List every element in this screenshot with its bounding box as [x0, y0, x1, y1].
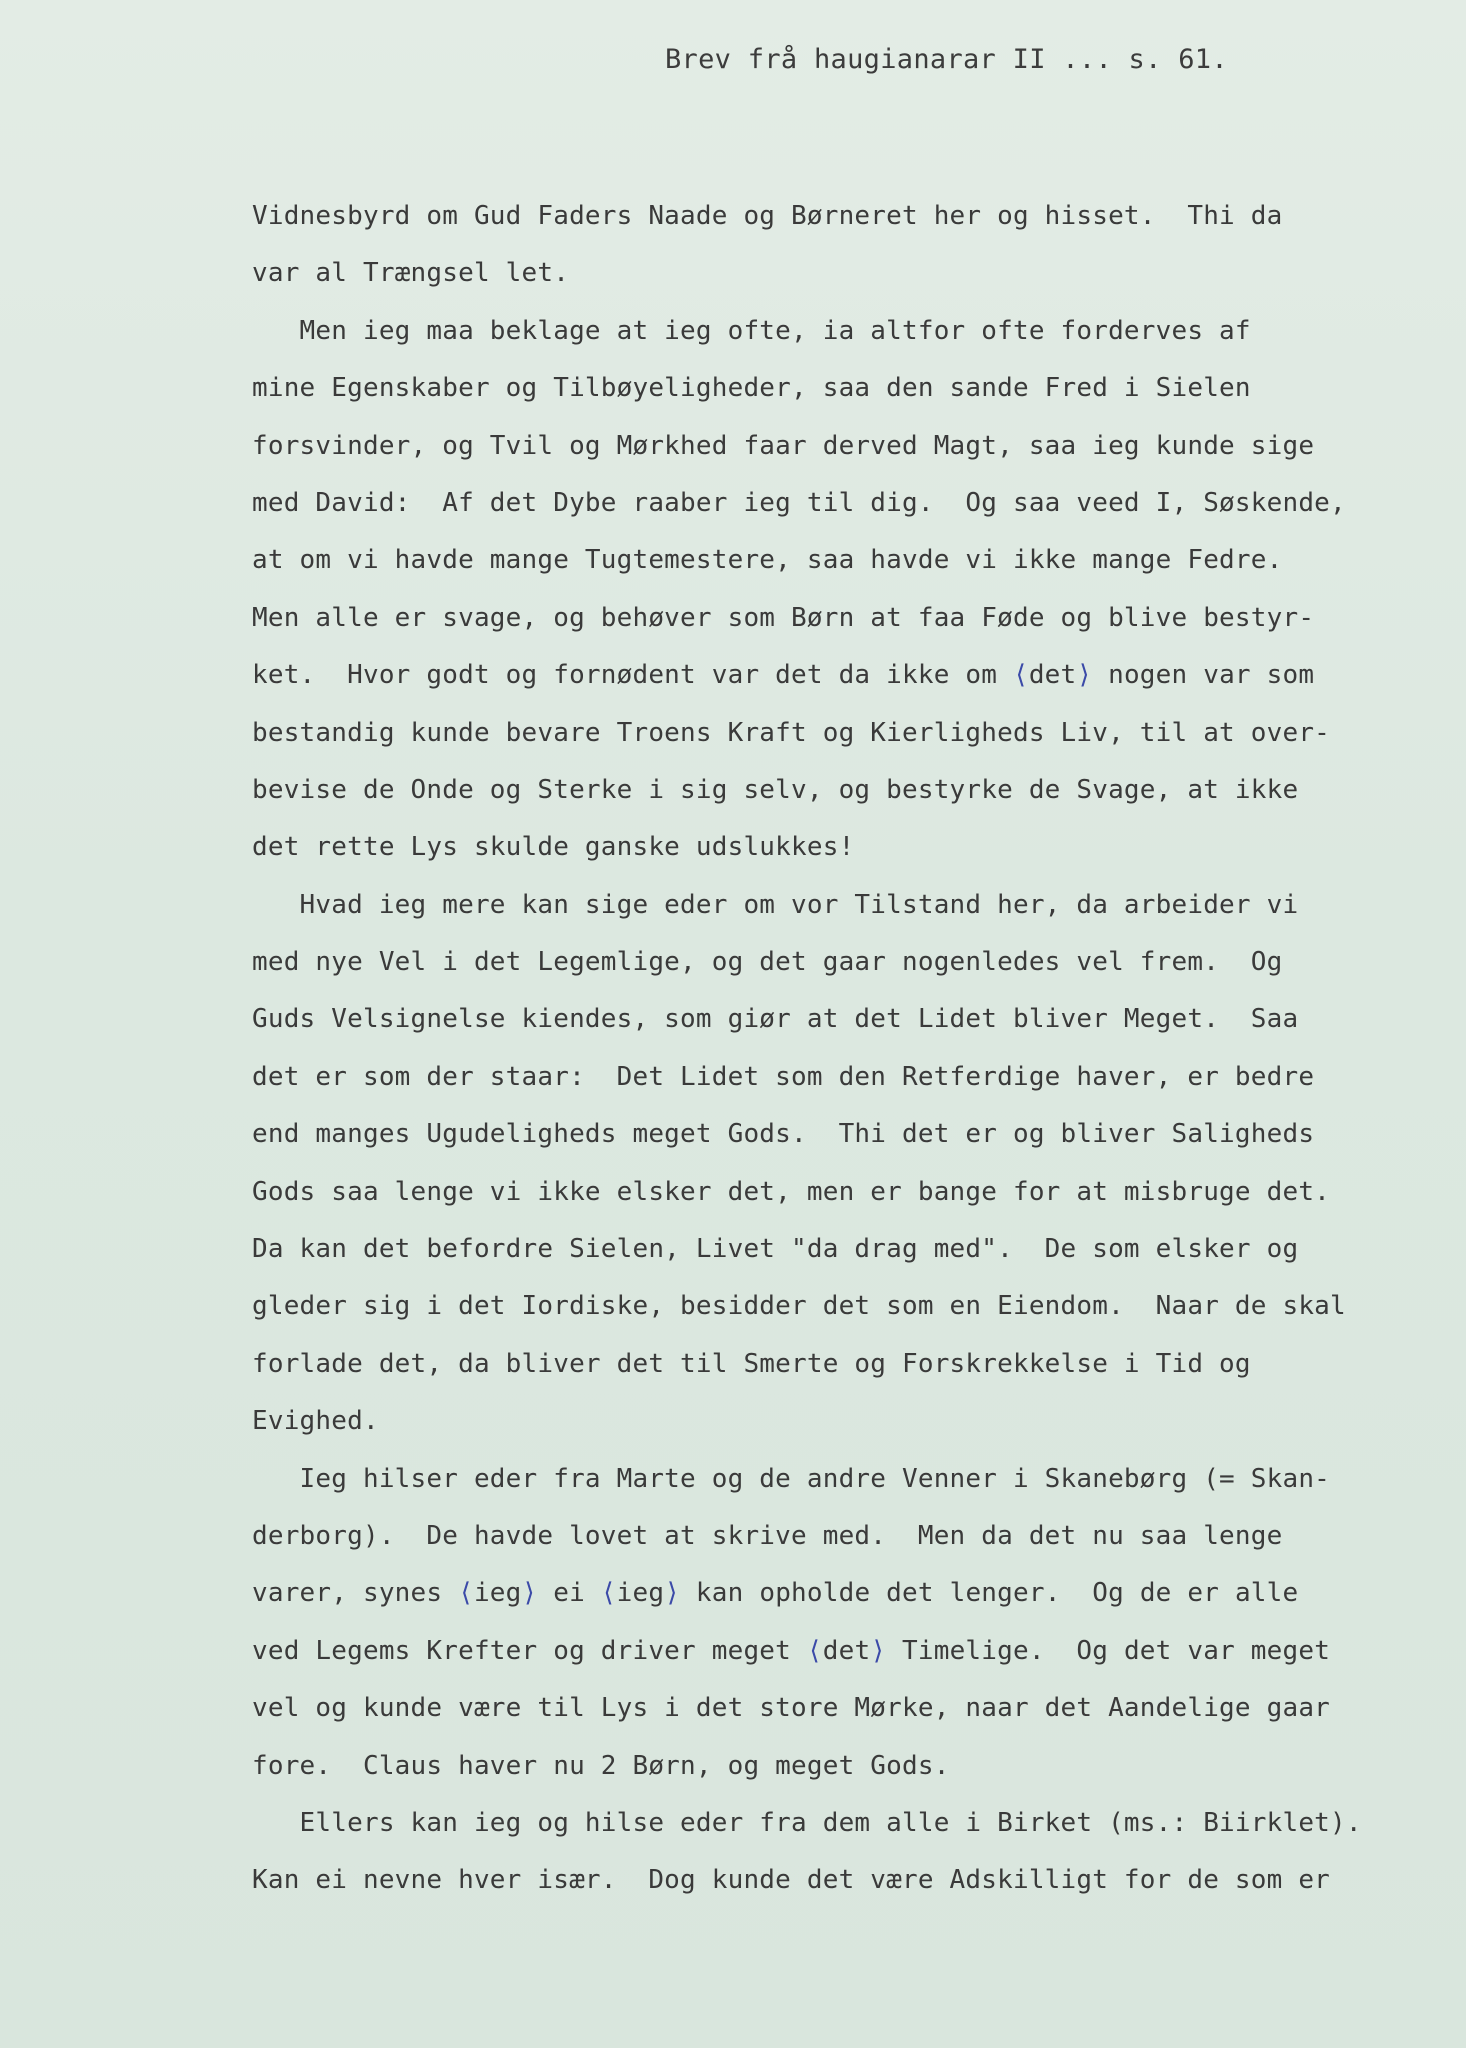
text-line: vel og kunde være til Lys i det store Mørke, naar det Aandelige gaar — [252, 1693, 1331, 1724]
text-line: gleder sig i det Iordiske, besidder det som en Eiendom. Naar de skal — [252, 1291, 1346, 1322]
text-line: Evighed. — [252, 1406, 379, 1437]
text-line: forlade det, da bliver det til Smerte og Forskrekkelse i Tid og — [252, 1348, 1251, 1379]
text-line: at om vi havde mange Tugtemestere, saa havde vi ikke mange Fedre. — [252, 545, 1283, 576]
text-line: varer, synes ⟨ieg⟩ ei ⟨ieg⟩ kan opholde det lenger. Og de er alle — [252, 1578, 1299, 1609]
text-line: mine Egenskaber og Tilbøyeligheder, saa den sande Fred i Sielen — [252, 373, 1251, 404]
text-line: end manges Ugudeligheds meget Gods. Thi det er og bliver Saligheds — [252, 1119, 1315, 1150]
editorial-bracket: ⟨ — [806, 1635, 823, 1666]
text-line: Guds Velsignelse kiendes, som giør at det Lidet bliver Meget. Saa — [252, 1004, 1299, 1035]
text-line: fore. Claus haver nu 2 Børn, og meget Gods. — [252, 1750, 950, 1781]
text-line: Kan ei nevne hver især. Dog kunde det være Adskilligt for de som er — [252, 1865, 1331, 1896]
text-line: Gods saa lenge vi ikke elsker det, men er bange for at misbruge det. — [252, 1176, 1331, 1207]
text-line: Vidnesbyrd om Gud Faders Naade og Børneret her og hisset. Thi da — [252, 201, 1283, 231]
text-line: Men ieg maa beklage at ieg ofte, ia altfor ofte forderves af — [252, 315, 1251, 346]
text-line: ved Legems Krefter og driver meget ⟨det⟩ Timelige. Og det var meget — [252, 1635, 1331, 1666]
editorial-bracket: ⟩ — [1076, 660, 1093, 691]
editorial-bracket: ⟩ — [664, 1578, 681, 1609]
text-line: Ieg hilser eder fra Marte og de andre Venner i Skanebørg (= Skan- — [252, 1463, 1331, 1494]
text-line: Ellers kan ieg og hilse eder fra dem alle i Birket (ms.: Biirklet). — [252, 1807, 1362, 1838]
editorial-bracket: ⟨ — [458, 1578, 474, 1609]
text-line: med nye Vel i det Legemlige, og det gaar nogenledes vel frem. Og — [252, 947, 1283, 978]
text-line: Hvad ieg mere kan sige eder om vor Tilstand her, da arbeider vi — [252, 889, 1299, 920]
text-line: det rette Lys skulde ganske udslukkes! — [252, 832, 855, 863]
text-line: Men alle er svage, og behøver som Børn at faa Føde og blive bestyr- — [252, 602, 1315, 633]
letter-body — [252, 188, 1462, 1910]
text-line: var al Trængsel let. — [252, 258, 570, 289]
text-line: bevise de Onde og Sterke i sig selv, og bestyrke de Svage, at ikke — [252, 774, 1299, 805]
text-line: forsvinder, og Tvil og Mørkhed faar derved Magt, saa ieg kunde sige — [252, 430, 1315, 461]
page-reference-header: Brev frå haugianarar II ... s. 61. — [665, 44, 1228, 75]
text-line: det er som der staar: Det Lidet som den Retferdige haver, er bedre — [252, 1061, 1315, 1092]
editorial-bracket: ⟨ — [600, 1578, 617, 1609]
text-line: ket. Hvor godt og fornødent var det da ikke om ⟨det⟩ nogen var som — [252, 660, 1315, 691]
editorial-bracket: ⟨ — [1012, 660, 1029, 691]
editorial-bracket: ⟩ — [870, 1635, 887, 1666]
text-line: med David: Af det Dybe raaber ieg til dig. Og saa veed I, Søskende, — [252, 487, 1346, 518]
text-line: Da kan det befordre Sielen, Livet "da drag med". De som elsker og — [252, 1234, 1299, 1265]
editorial-bracket: ⟩ — [521, 1578, 538, 1609]
text-line: bestandig kunde bevare Troens Kraft og Kierligheds Liv, til at over- — [252, 717, 1331, 748]
text-line: derborg). De havde lovet at skrive med. Men da det nu saa lenge — [252, 1520, 1283, 1551]
